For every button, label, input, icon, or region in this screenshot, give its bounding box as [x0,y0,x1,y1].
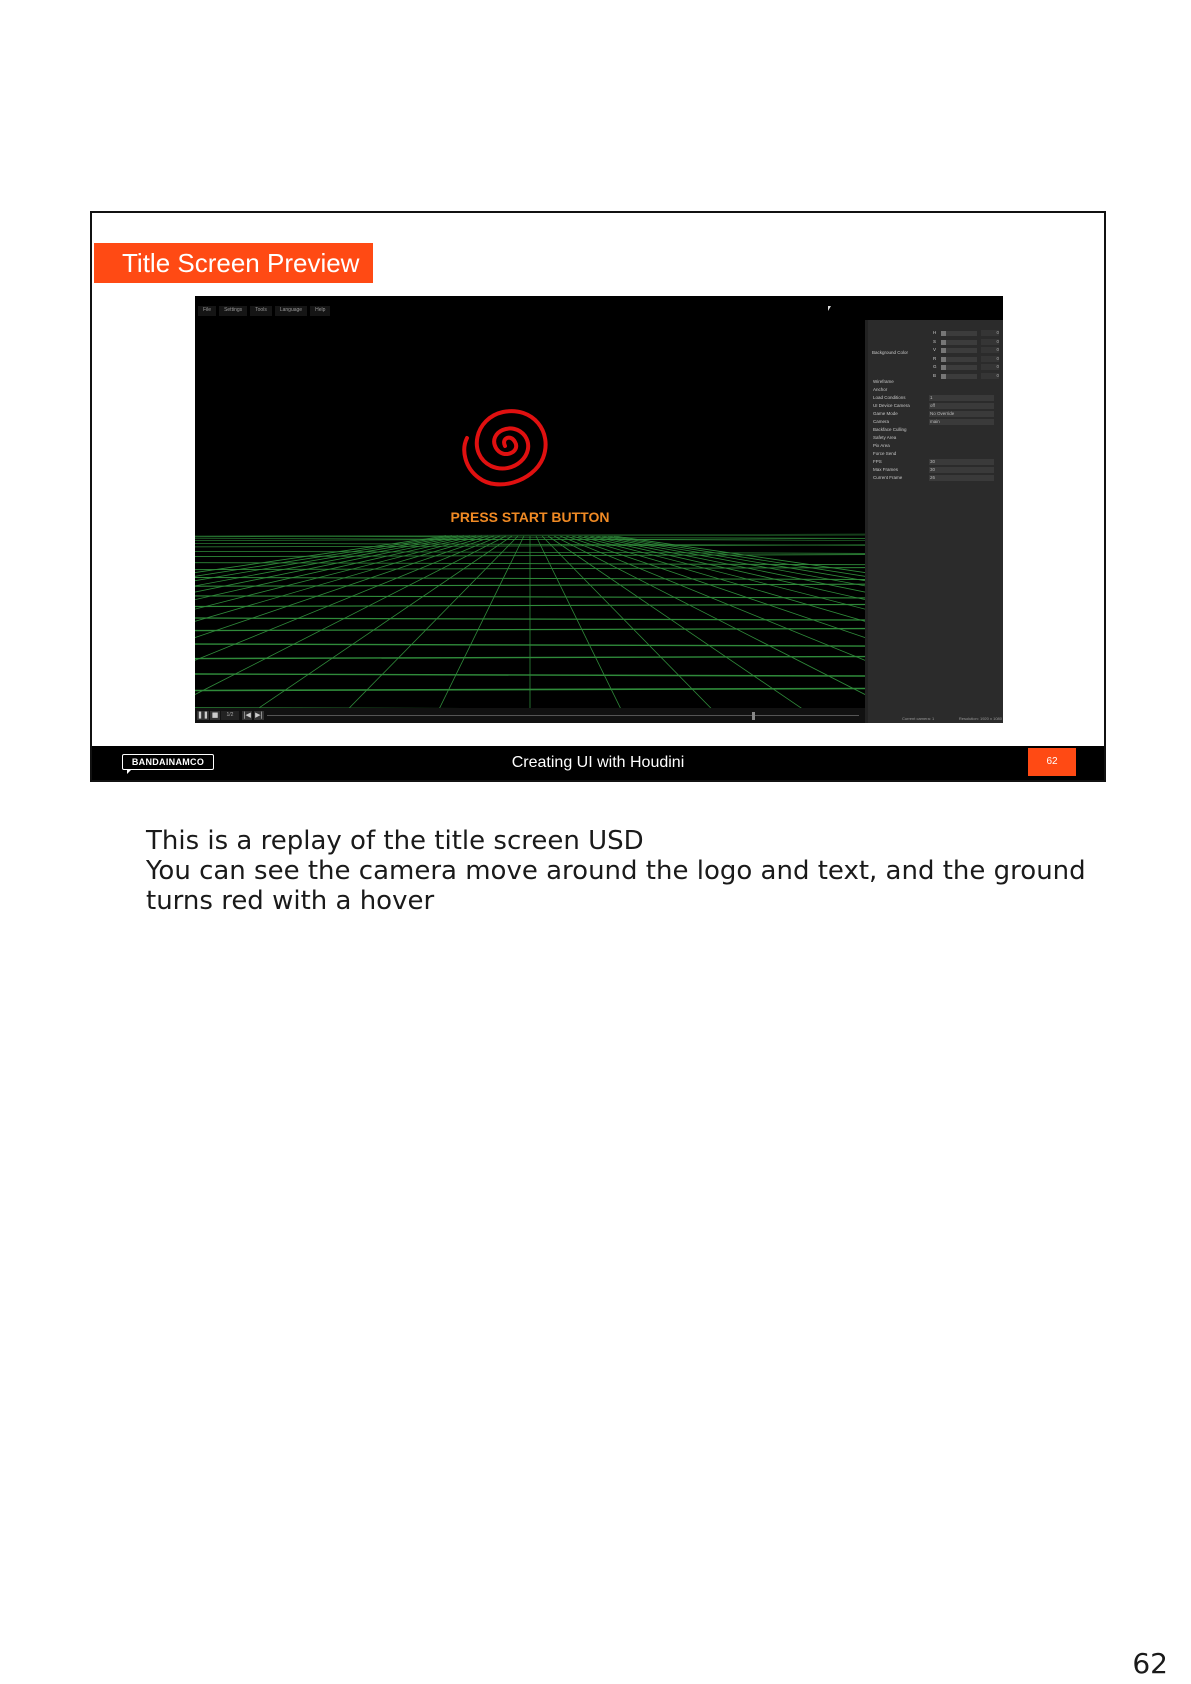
pause-button[interactable] [197,711,209,720]
press-start-text: PRESS START BUTTON [450,509,610,525]
background-color-label: Background Color [872,350,909,355]
property-value[interactable] [929,443,994,449]
slide-footer [92,746,1104,780]
property-label: Max Frames [873,467,899,472]
menu-settings[interactable]: Settings [219,306,247,316]
property-row [873,395,1003,402]
pause-icon: ❚❚ [197,711,209,719]
grid-line [195,536,464,708]
property-row [873,443,1003,450]
channel-slider[interactable] [941,340,977,345]
channel-value[interactable]: 0 [981,373,999,379]
property-value[interactable] [929,435,994,441]
property-value[interactable]: No Override [929,411,994,417]
spiral-logo-icon [464,411,545,484]
grid-line [310,536,518,708]
channel-value[interactable]: 0 [981,330,999,336]
color-channel-row[interactable] [933,364,999,371]
property-label: Camera [873,419,890,424]
timeline-track[interactable] [267,715,859,716]
property-label: Current Frame [873,475,903,480]
grid-line [195,536,482,708]
grid-line [596,536,865,708]
channel-label: R [933,355,937,361]
property-value[interactable]: main [929,419,994,425]
property-label: Wireframe [873,379,894,384]
playback-bar [195,708,865,723]
mouse-cursor-icon [828,306,831,311]
property-value[interactable]: 30 [929,459,994,465]
speaker-notes [146,826,1086,916]
color-channel-row[interactable] [933,330,999,337]
property-row [873,427,1003,434]
grid-line [195,536,470,708]
channel-label: B [933,372,937,378]
property-label: Anchor [873,387,888,392]
property-row [873,475,1003,482]
footer-title: Creating UI with Houdini [511,754,685,771]
panel-status [902,716,1002,721]
property-label: UI Device Camera [873,403,910,408]
property-row [873,459,1003,466]
channel-slider[interactable] [941,365,977,370]
step-forward-button[interactable] [254,711,264,720]
grid-line [195,534,865,536]
camera-status: Current camera: 1 [902,716,935,721]
property-label: Backface Culling [873,427,907,432]
menu-tools[interactable]: Tools [250,306,272,316]
resolution-status: Resolution: 1920 x 1080 [958,716,1002,721]
property-row [873,467,1003,474]
slide-title: Title Screen Preview [94,243,373,283]
notes-line-1: This is a replay of the title screen USD [146,826,644,856]
step-back-button[interactable] [242,711,252,720]
page-number: 62 [1132,1647,1168,1680]
slide-number-badge: 62 [1028,748,1076,776]
channel-slider[interactable] [941,357,977,362]
channel-value[interactable]: 0 [981,356,999,362]
channel-label: S [933,338,937,344]
channel-value[interactable]: 0 [981,347,999,353]
property-label: Pix Area [873,443,890,448]
menu-bar [195,306,868,316]
grid-line [536,536,640,708]
property-value[interactable]: off [929,403,994,409]
bandai-namco-logo: BANDAINAMCO [122,754,214,770]
color-channel-row[interactable] [933,339,999,346]
grid-line [420,536,524,708]
color-channel-row[interactable] [933,356,999,363]
property-label: Load Conditions [873,395,906,400]
property-value[interactable] [929,427,994,433]
property-label: FPS [873,459,882,464]
timeline-thumb[interactable] [752,712,755,720]
step-forward-icon: ▶| [255,711,263,719]
slide-frame [90,211,1106,782]
stop-button[interactable] [210,711,220,720]
channel-slider[interactable] [941,374,977,379]
color-channel-row[interactable] [933,347,999,354]
property-value[interactable]: 1 [929,395,994,401]
property-label: Game Mode [873,411,898,416]
property-row [873,411,1003,418]
viewport-canvas [195,320,865,708]
property-value[interactable]: 30 [929,467,994,473]
settings-panel [865,320,1003,723]
frame-counter[interactable]: 1/2 [221,711,239,720]
property-row [873,419,1003,426]
preview-viewport[interactable] [195,320,865,708]
property-row [873,435,1003,442]
grid-line [195,536,446,708]
property-row [873,403,1003,410]
step-back-icon: |◀ [243,711,251,719]
menu-help[interactable]: Help [310,306,330,316]
stop-icon: ■ [211,711,219,719]
grid-line [590,536,865,708]
channel-value[interactable]: 0 [981,339,999,345]
grid-line [578,536,865,708]
property-value[interactable] [929,387,994,393]
property-row [873,451,1003,458]
grid-line [614,536,865,708]
property-value[interactable]: 26 [929,475,994,481]
channel-label: H [933,330,937,335]
property-row [873,379,1003,386]
channel-slider[interactable] [941,331,977,336]
channel-slider[interactable] [941,348,977,353]
ground-grid [195,534,865,708]
property-value[interactable] [929,379,994,385]
notes-line-2: You can see the camera move around the logo and text, and the ground turns red with a hover [146,856,1086,916]
menu-file[interactable]: File [198,306,216,316]
channel-label: V [933,347,937,352]
channel-value[interactable]: 0 [981,364,999,370]
grid-line [548,536,860,708]
property-row [873,387,1003,394]
grid-line [200,536,512,708]
property-label: Safety Area [873,435,897,440]
embedded-app-screenshot [195,296,1003,723]
channel-label: G [933,364,937,369]
property-label: Force Send [873,451,897,456]
grid-line [542,536,750,708]
property-value[interactable] [929,451,994,457]
menu-language[interactable]: Language [275,306,307,316]
